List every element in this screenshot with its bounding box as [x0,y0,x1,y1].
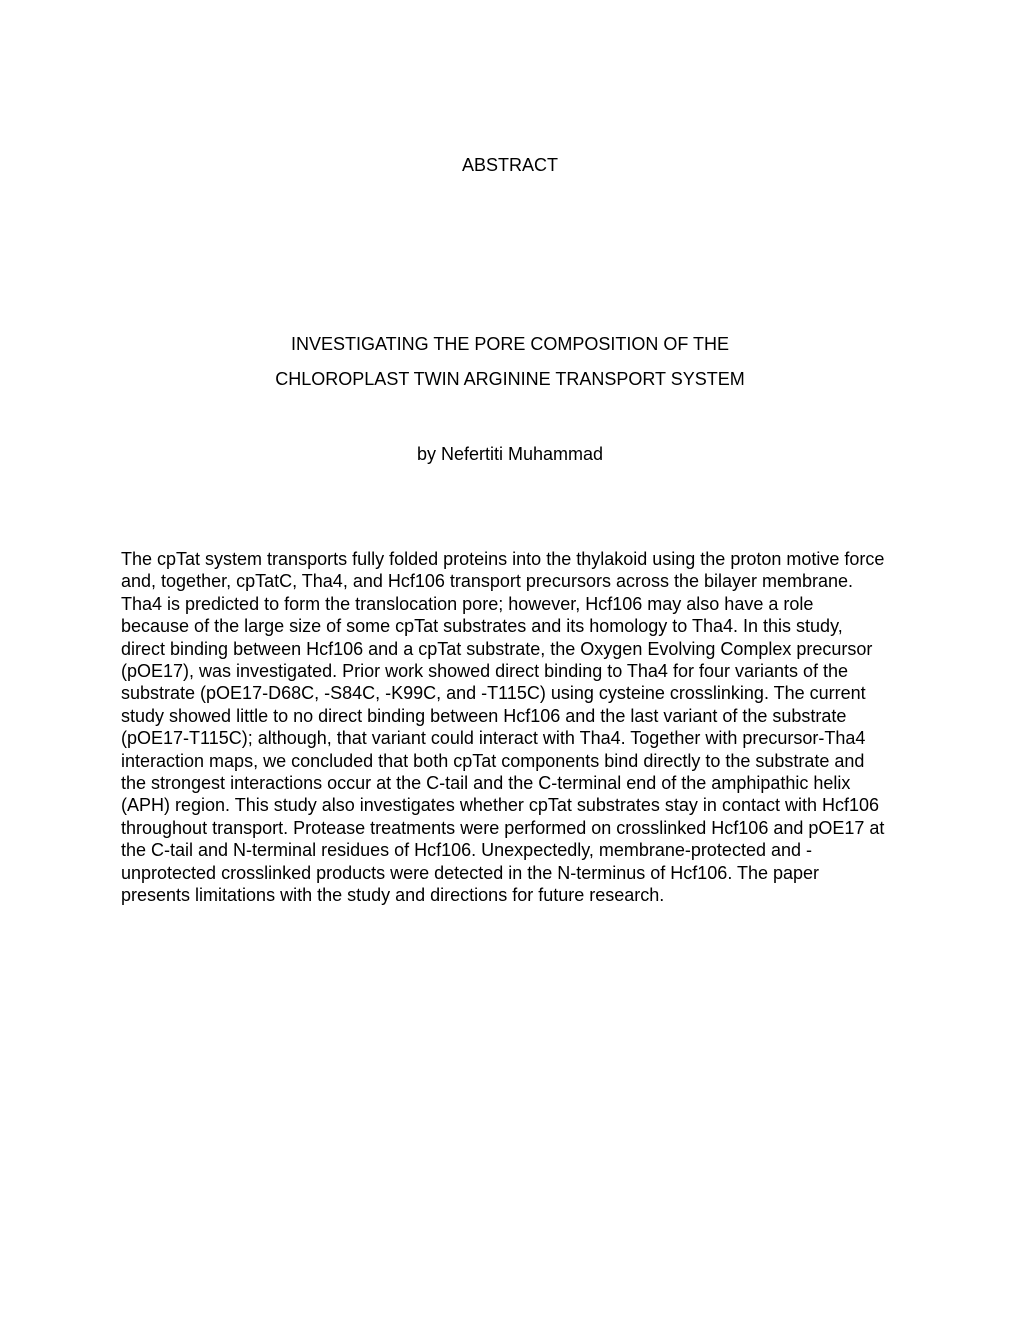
abstract-line: interaction maps, we concluded that both cpTat components bind directly to the substrate and [121,750,865,771]
abstract-line: study showed little to no direct binding between Hcf106 and the last variant of the substrate [121,705,847,726]
abstract-line: the strongest interactions occur at the C-tail and the C-terminal end of the amphipathic helix [121,773,851,794]
abstract-line: because of the large size of some cpTat substrates and its homology to Tha4. In this study, [121,616,843,637]
abstract-line: direct binding between Hcf106 and a cpTat substrate, the Oxygen Evolving Complex precursor [121,638,873,659]
abstract-line: presents limitations with the study and directions for future research. [121,885,665,906]
abstract-paragraph [121,548,921,907]
abstract-line: The cpTat system transports fully folded proteins into the thylakoid using the proton motive force [121,549,885,569]
abstract-line: Tha4 is predicted to form the translocation pore; however, Hcf106 may also have a role [121,593,814,614]
abstract-heading: ABSTRACT [461,155,558,175]
abstract-line: (pOE17), was investigated. Prior work showed direct binding to Tha4 for four variants of the [121,661,849,682]
abstract-line: and, together, cpTatC, Tha4, and Hcf106 transport precursors across the bilayer membrane. [121,571,854,592]
thesis-title-line-1: INVESTIGATING THE PORE COMPOSITION OF THE [290,334,730,354]
abstract-line: throughout transport. Protease treatments were performed on crosslinked Hcf106 and pOE17 at [121,817,885,838]
thesis-title [0,327,1020,396]
abstract-line: the C-tail and N-terminal residues of Hcf106. Unexpectedly, membrane-protected and - [121,840,812,861]
abstract-line: unprotected crosslinked products were detected in the N-terminus of Hcf106. The paper [121,862,820,883]
abstract-line: substrate (pOE17-D68C, -S84C, -K99C, and -T115C) using cysteine crosslinking. The current [121,683,866,704]
abstract-line: (APH) region. This study also investigates whether cpTat substrates stay in contact with Hcf106 [121,795,880,816]
abstract-line: (pOE17-T115C); although, that variant could interact with Tha4. Together with precursor-Tha4 [121,728,866,749]
byline: by Nefertiti Muhammad [416,444,604,464]
thesis-title-line-2: CHLOROPLAST TWIN ARGININE TRANSPORT SYSTEM [275,368,745,389]
